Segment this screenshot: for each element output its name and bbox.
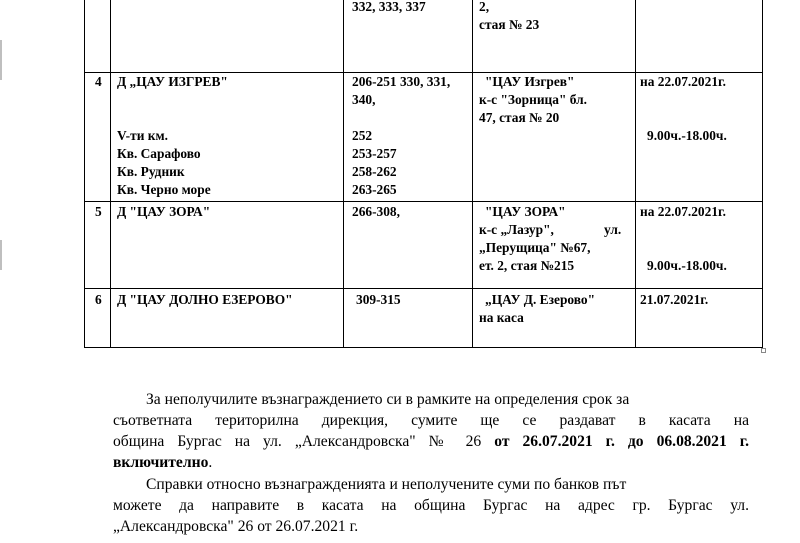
row5-center-line2b: ул. (604, 222, 622, 237)
row5-date: на 22.07.2021г. (640, 204, 726, 219)
row4-name: Д „ЦАУ ИЗГРЕВ" (117, 74, 228, 89)
table-col-border (762, 0, 763, 348)
row4-date: на 22.07.2021г. (640, 74, 726, 89)
row5-center-line3: „Перущица" №67, (479, 240, 591, 255)
table-col-border (472, 0, 473, 348)
inclusive-label: включително (113, 454, 209, 471)
row4-center-line1: "ЦАУ Изгрев" (485, 74, 575, 89)
paragraph-line: За неполучилите възнаграждението си в рамките на определения срок за (146, 391, 630, 408)
row3-districts: 332, 333, 337 (352, 0, 426, 14)
paragraph-text: община Бургас на ул. „Александровска" № 26 (113, 433, 495, 450)
row4-sub-district: 252 (352, 128, 373, 143)
row5-center-line4: ет. 2, стая №215 (479, 258, 575, 273)
table-col-border (84, 0, 85, 348)
row4-sub-area: Кв. Сарафово (117, 146, 201, 161)
table-col-border (343, 0, 344, 348)
row4-districts-line1: 206-251 330, 331, (352, 74, 451, 89)
payment-period: от 26.07.2021 г. до 06.08.2021 г. (494, 433, 749, 450)
row4-center-line2: к-с "Зорница" бл. (479, 92, 587, 107)
row4-districts-line2: 340, (352, 92, 376, 107)
table-row-border (84, 201, 763, 202)
table-row-border (84, 288, 763, 289)
row5-name: Д "ЦАУ ЗОРА" (117, 204, 211, 219)
row3-center-line1: 2, (479, 0, 490, 14)
table-resize-handle[interactable] (761, 348, 766, 353)
paragraph-line (113, 452, 749, 473)
row4-sub-district: 253-257 (352, 146, 397, 161)
left-edge-mark (0, 40, 2, 80)
paragraph-text: . (208, 454, 213, 471)
row4-center-line3: 47, стая № 20 (479, 110, 560, 125)
paragraph-line: „Александровска" 26 от 26.07.2021 г. (113, 518, 359, 535)
table-col-border (635, 0, 636, 348)
row5-center-line1: "ЦАУ ЗОРА" (485, 204, 566, 219)
row6-center-line2: на каса (479, 310, 524, 325)
table-row-border (84, 347, 763, 348)
row4-sub-area: V-ти км. (117, 128, 168, 143)
row3-center-line2: стая № 23 (479, 17, 540, 32)
row6-name: Д "ЦАУ ДОЛНО ЕЗЕРОВО" (117, 292, 293, 307)
row4-number: 4 (95, 74, 102, 89)
paragraph-line (113, 431, 749, 452)
left-edge-mark (0, 240, 2, 270)
row6-date: 21.07.2021г. (640, 292, 709, 307)
table-col-border (110, 0, 111, 348)
row5-districts: 266-308, (352, 204, 400, 219)
row5-number: 5 (95, 204, 102, 219)
row4-hours: 9.00ч.-18.00ч. (647, 128, 727, 143)
row6-districts: 309-315 (356, 292, 401, 307)
row6-number: 6 (95, 292, 102, 307)
row4-sub-district: 263-265 (352, 182, 397, 197)
paragraph-line: съответната територилна дирекция, сумите ще се раздават в касата на (113, 412, 749, 429)
paragraph-line: можете да направите в касата на община Бургас на адрес гр. Бургас ул. (113, 497, 749, 514)
paragraph-unclaimed-payments (113, 389, 749, 473)
row6-center-line1: „ЦАУ Д. Езерово" (485, 292, 596, 307)
row5-hours: 9.00ч.-18.00ч. (647, 258, 727, 273)
row4-sub-district: 258-262 (352, 164, 397, 179)
paragraph-line: Справки относно възнагражденията и неполучените суми по банков път (146, 476, 627, 493)
row4-sub-area: Кв. Черно море (117, 182, 211, 197)
row4-sub-area: Кв. Рудник (117, 164, 185, 179)
paragraph-inquiries (113, 474, 749, 537)
row5-center-line2a: к-с „Лазур", (479, 222, 554, 237)
